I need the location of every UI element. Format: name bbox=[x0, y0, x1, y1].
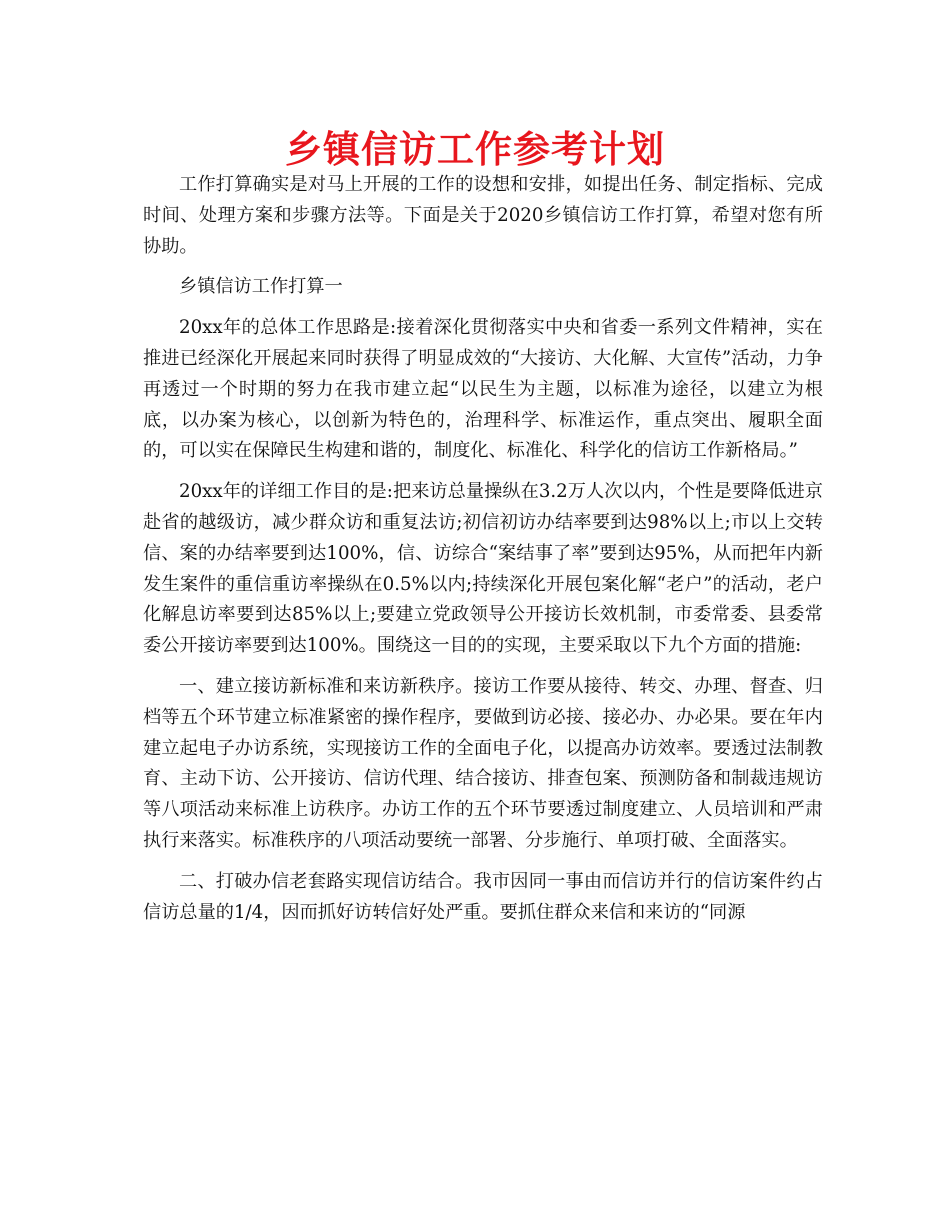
measure-one-paragraph: 一、建立接访新标准和来访新秩序。接访工作要从接待、转交、办理、督查、归档等五个环节建立标准紧密的操作程序，要做到访必接、接必办、办必果。要在年内建立起电子办访系统，实现接访工作的全面电子化，以提高办访效率。要透过法制教育、主动下访、公开接访、信访代理、结合接访、排查包案、预测防备和制裁违规访等八项活动来标准上访秩序。办访工作的五个环节要透过制度建立、人员培训和严肃执行来落实。标准秩序的八项活动要统一部署、分步施行、单项打破、全面落实。 bbox=[143, 675, 823, 851]
document-body bbox=[143, 170, 823, 928]
document-title: 乡镇信访工作参考计划 bbox=[285, 128, 665, 171]
overall-plan-paragraph: 20xx年的总体工作思路是:接着深化贯彻落实中央和省委一系列文件精神，实在推进已经深化开展起来同时获得了明显成效的“大接访、大化解、大宣传”活动，力争再透过一个时期的努力在我市建立起“以民生为主题，以标准为途径，以建立为根底，以办案为核心，以创新为特色的，治理科学、标准运作，重点突出、履职全面的，可以实在保障民生构建和谐的，制度化、标准化、科学化的信访工作新格局。” bbox=[143, 317, 823, 462]
intro-paragraph: 工作打算确实是对马上开展的工作的设想和安排，如提出任务、制定指标、完成时间、处理方案和步骤方法等。下面是关于2020乡镇信访工作打算，希望对您有所协助。 bbox=[143, 174, 823, 257]
section-heading: 乡镇信访工作打算一 bbox=[179, 276, 343, 298]
detailed-goals-paragraph: 20xx年的详细工作目的是:把来访总量操纵在3.2万人次以内，个性是要降低进京赴省的越级访，减少群众访和重复法访;初信初访办结率要到达98%以上;市以上交转信、案的办结率要到达100%，信、访综合“案结事了率”要到达95%，从而把年内新发生案件的重信重访率操纵在0.5%以内;持续深化开展包案化解“老户”的活动，老户化解息访率要到达85%以上;要建立党政领导公开接访长效机制，市委常委、县委常委公开接访率要到达100%。围绕这一目的的实现，主要采取以下九个方面的措施: bbox=[143, 481, 823, 657]
measure-two-paragraph: 二、打破办信老套路实现信访结合。我市因同一事由而信访并行的信访案件约占信访总量的1/4，因而抓好访转信好处严重。要抓住群众来信和来访的“同源 bbox=[143, 870, 823, 923]
